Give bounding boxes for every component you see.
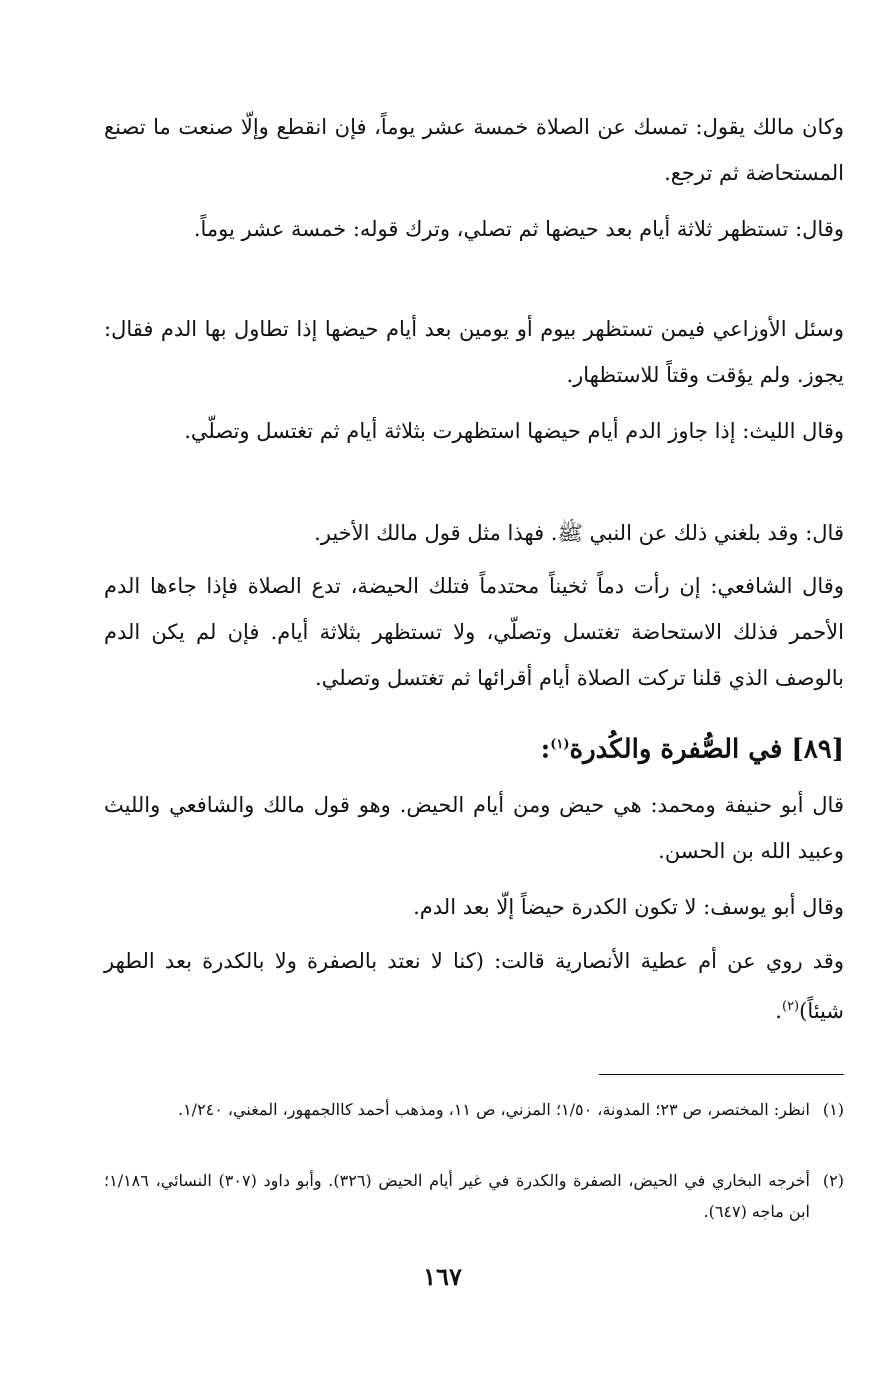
footnote-2-text: أخرجه البخاري في الحيض، الصفرة والكدرة في غير أيام الحيض (٣٢٦). وأبو داود (٣٠٧) النسائي، ١/١٨٦؛ ابن ماجه (٦٤٧). [104, 1171, 811, 1221]
footnote-1-number: (١) [822, 1100, 844, 1119]
paragraph-malik: وكان مالك يقول: تمسك عن الصلاة خمسة عشر يوماً، فإن انقطع وإلّا صنعت ما تصنع المستحاضة ثم ترجع. [104, 115, 844, 185]
heading-colon: : [540, 734, 551, 765]
paragraph-umm-atiyya-end: . [775, 999, 782, 1023]
paragraph-hadith: قال: وقد بلغني ذلك عن النبي ﷺ. فهذا مثل قول مالك الأخير. [314, 521, 844, 545]
paragraph-awzai: وسئل الأوزاعي فيمن تستظهر بيوم أو يومين بعد أيام حيضها إذا تطاول بها الدم فقال: يجوز. ولم يؤقت وقتاً للاستظهار. [104, 317, 844, 387]
paragraph-umm-atiyya-text: وقد روي عن أم عطية الأنصارية قالت: (كنا لا نعتد بالصفرة ولا بالكدرة بعد الطهر شيئاً) [104, 949, 844, 1023]
note-ref-2: (٢) [781, 999, 800, 1014]
heading-text: [٨٩] في الصُّفرة والكُدرة [569, 734, 844, 765]
heading-note-ref: (١) [550, 737, 570, 752]
footnote-2 [104, 1165, 844, 1227]
footnote-1 [104, 1094, 844, 1125]
paragraph-shafii: وقال الشافعي: إن رأت دماً ثخيناً محتدماً فتلك الحيضة، تدع الصلاة فإذا جاءها الدم الأحمر فذلك الاستحاضة تغتسل وتصلّي، ولا تستظهر بثلاثة أيام. فإن لم يكن الدم بالوصف الذي قلنا تركت الصلاة أيام أقرائها ثم تغتسل وتصلي. [104, 574, 844, 690]
footnote-2-number: (٢) [822, 1171, 844, 1190]
paragraph-umm-atiyya [104, 938, 844, 1034]
paragraph-abu-yusuf: وقال أبو يوسف: لا تكون الكدرة حيضاً إلّا بعد الدم. [413, 895, 844, 919]
paragraph-istizhar: وقال: تستظهر ثلاثة أيام بعد حيضها ثم تصلي، وترك قوله: خمسة عشر يوماً. [193, 217, 844, 241]
page-number: ١٦٧ [423, 1262, 462, 1291]
footnote-separator [599, 1074, 844, 1075]
paragraph-abu-hanifa: قال أبو حنيفة ومحمد: هي حيض ومن أيام الحيض. وهو قول مالك والشافعي والليث وعبيد الله بن الحسن. [104, 793, 844, 863]
section-heading [541, 720, 844, 775]
footnote-1-text: انظر: المختصر، ص ٢٣؛ المدونة، ١/٥٠؛ المزني، ص ١١، ومذهب أحمد كاالجمهور، المغني، ١/٢٤٠. [177, 1100, 810, 1119]
paragraph-laith: وقال الليث: إذا جاوز الدم أيام حيضها استظهرت بثلاثة أيام ثم تغتسل وتصلّي. [184, 419, 844, 443]
